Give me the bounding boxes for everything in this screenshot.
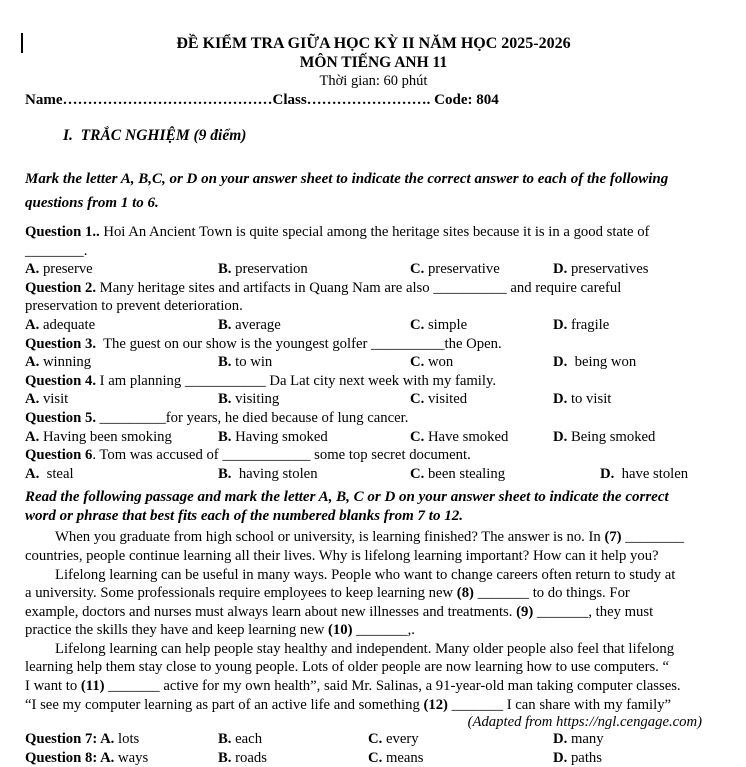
option-a-text: winning xyxy=(39,354,92,371)
option-a-text: adequate xyxy=(39,316,96,333)
option-d-label: D. xyxy=(553,428,568,445)
passage-p3-line-1: Lifelong learning can help people stay healthy and independent. Many older people also feel that lifelong xyxy=(55,640,675,657)
option-b-label: B. xyxy=(218,428,232,445)
option-d-text: to visit xyxy=(567,391,612,408)
question-1-stem-line-2: ________. xyxy=(25,242,88,259)
question-5-options xyxy=(25,428,722,447)
option-c xyxy=(368,730,419,749)
option-b-text: roads xyxy=(231,749,267,766)
option-d-label: D. xyxy=(553,749,568,766)
option-d-label: D. xyxy=(553,354,568,371)
option-b-label: B. xyxy=(218,391,232,408)
question-8-option-a: Question 8: A. ways xyxy=(25,749,149,766)
name-class-code-line: Name……………………………………Class……………………. Code: 804 xyxy=(25,92,499,108)
instruction-line-2: word or phrase that best fits each of the numbered blanks from 7 to 12. xyxy=(25,508,463,525)
option-a-text: steal xyxy=(39,465,74,482)
option-b xyxy=(218,465,318,484)
option-d xyxy=(600,465,688,484)
option-a-label: A. xyxy=(25,261,40,278)
passage-p1-line-2: countries, people continue learning all their lives. Why is lifelong learning important? How can it help you? xyxy=(25,547,659,564)
option-d-text: fragile xyxy=(567,316,610,333)
option-a-label: A. xyxy=(25,391,40,408)
passage-p3-line-4: “I see my computer learning as part of an active life and something (12) _______ I can share with my family” xyxy=(25,696,672,713)
option-d-label: D. xyxy=(553,261,568,278)
option-d xyxy=(553,260,648,279)
option-d-label: D. xyxy=(553,731,568,748)
passage-p2-line-4: practice the skills they have and keep learning new (10) _______,. xyxy=(25,622,415,639)
option-b-text: visiting xyxy=(231,391,280,408)
option-a-label: A. xyxy=(25,428,40,445)
question-4-stem: Question 4. I am planning ___________ Da Lat city next week with my family. xyxy=(25,372,497,389)
question-7-row xyxy=(25,730,722,749)
option-c-label: C. xyxy=(368,749,383,766)
option-b xyxy=(218,316,281,335)
option-b-label: B. xyxy=(218,316,232,333)
option-b-text: preservation xyxy=(231,261,308,278)
option-b-label: B. xyxy=(218,354,232,371)
option-c-text: visited xyxy=(424,391,468,408)
question-5-stem: Question 5. _________for years, he died because of lung cancer. xyxy=(25,409,409,426)
question-4-options xyxy=(25,390,722,409)
question-3-options xyxy=(25,353,722,372)
option-c-label: C. xyxy=(410,261,425,278)
option-d xyxy=(553,353,636,372)
section-heading: I. TRẮC NGHIỆM (9 điểm) xyxy=(63,127,247,144)
option-d xyxy=(553,730,604,749)
passage-p2-line-3: example, doctors and nurses must always learn about new illnesses and treatments. (9) _______, they must xyxy=(25,603,654,620)
reading-passage xyxy=(25,528,722,714)
option-c-label: C. xyxy=(410,465,425,482)
exam-duration: Thời gian: 60 phút xyxy=(319,73,428,89)
option-b xyxy=(218,390,279,409)
option-c xyxy=(410,390,467,409)
option-c-text: won xyxy=(424,354,454,371)
instruction-line-1: Mark the letter A, B,C, or D on your answer sheet to indicate the correct answer to each of the following xyxy=(25,171,669,187)
instruction-line-1: Read the following passage and mark the letter A, B, C or D on your answer sheet to indicate the correct xyxy=(25,489,669,506)
option-b-text: to win xyxy=(231,354,273,371)
text-cursor-icon xyxy=(21,33,23,53)
question-1-stem-line-1: Question 1.. Hoi An Ancient Town is quite special among the heritage sites because it is in a good state of xyxy=(25,224,650,240)
option-a xyxy=(25,260,93,279)
option-a xyxy=(25,428,172,447)
question-6-options xyxy=(25,465,722,484)
reading-instruction xyxy=(25,488,722,526)
question-6-stem: Question 6. Tom was accused of ____________ some top secret document. xyxy=(25,447,471,464)
question-3-stem: Question 3. The guest on our show is the youngest golfer __________the Open. xyxy=(25,335,502,352)
option-d-text: have stolen xyxy=(614,465,689,482)
option-a xyxy=(25,353,91,372)
option-c xyxy=(410,316,467,335)
option-b-text: each xyxy=(231,731,263,748)
passage-p2-line-2: a university. Some professionals require employees to keep learning new (8) _______ to do things. For xyxy=(25,585,630,602)
option-c xyxy=(410,465,505,484)
question-2-stem-line-1: Question 2. Many heritage sites and artifacts in Quang Nam are also __________ and require careful xyxy=(25,279,622,296)
question-1-options xyxy=(25,260,722,279)
option-d-label: D. xyxy=(553,391,568,408)
exam-subject: MÔN TIẾNG ANH 11 xyxy=(299,54,448,71)
option-c-label: C. xyxy=(410,354,425,371)
option-c xyxy=(410,428,508,447)
section1-instruction xyxy=(25,168,722,215)
option-c-text: Have smoked xyxy=(424,428,509,445)
option-b-label: B. xyxy=(218,731,232,748)
option-d-text: Being smoked xyxy=(567,428,656,445)
option-c-text: preservative xyxy=(424,261,500,278)
question-2-stem-line-2: preservation to prevent deterioration. xyxy=(25,298,243,315)
questions-1-6-block xyxy=(25,223,722,483)
option-d-label: D. xyxy=(600,465,615,482)
option-a-text: preserve xyxy=(39,261,93,278)
option-a xyxy=(25,465,74,484)
option-c xyxy=(410,260,500,279)
option-d-text: preservatives xyxy=(567,261,649,278)
option-c xyxy=(410,353,453,372)
option-d xyxy=(553,316,609,335)
option-b xyxy=(218,428,328,447)
option-c xyxy=(368,749,423,767)
option-a-label: A. xyxy=(25,354,40,371)
option-b-text: having stolen xyxy=(231,465,318,482)
exam-title: ĐỀ KIỂM TRA GIỮA HỌC KỲ II NĂM HỌC 2025-2026 xyxy=(176,35,571,52)
option-a-label: A. xyxy=(25,316,40,333)
option-d-label: D. xyxy=(553,316,568,333)
document-header xyxy=(25,34,722,110)
option-a-text: Having been smoking xyxy=(39,428,172,445)
option-b-label: B. xyxy=(218,465,232,482)
option-b xyxy=(218,730,262,749)
option-c-label: C. xyxy=(368,731,383,748)
option-d xyxy=(553,749,602,767)
option-c-label: C. xyxy=(410,391,425,408)
option-a xyxy=(25,316,95,335)
option-b-text: average xyxy=(231,316,281,333)
passage-p1-line-1: When you graduate from high school or university, is learning finished? The answer is no. In (7) ________ xyxy=(55,529,684,546)
option-d xyxy=(553,390,611,409)
question-2-options xyxy=(25,316,722,335)
option-b xyxy=(218,353,272,372)
option-c-text: means xyxy=(382,749,424,766)
option-d xyxy=(553,428,655,447)
option-b-label: B. xyxy=(218,749,232,766)
option-c-text: simple xyxy=(424,316,468,333)
option-a-label: A. xyxy=(25,465,40,482)
option-a xyxy=(25,390,68,409)
passage-source-credit: (Adapted from https://ngl.cengage.com) xyxy=(467,714,702,731)
option-b xyxy=(218,260,308,279)
option-b-label: B. xyxy=(218,261,232,278)
document-content xyxy=(25,0,722,767)
passage-p3-line-3: I want to (11) _______ active for my own health”, said Mr. Salinas, a 91-year-old man taking computer classes. xyxy=(25,678,681,695)
question-8-row-clipped xyxy=(25,749,722,767)
option-d-text: many xyxy=(567,731,604,748)
option-d-text: being won xyxy=(567,354,637,371)
instruction-line-2: questions from 1 to 6. xyxy=(25,194,159,211)
option-d-text: paths xyxy=(567,749,602,766)
option-c-label: C. xyxy=(410,428,425,445)
option-a-text: visit xyxy=(39,391,69,408)
option-b-text: Having smoked xyxy=(231,428,328,445)
option-c-text: every xyxy=(382,731,419,748)
option-c-text: been stealing xyxy=(424,465,506,482)
passage-p3-line-2: learning help them stay close to young people. Lots of older people are now learning how to use computers. “ xyxy=(25,659,670,676)
option-b xyxy=(218,749,267,767)
option-c-label: C. xyxy=(410,316,425,333)
question-7-option-a: Question 7: A. lots xyxy=(25,731,140,748)
passage-p2-line-1: Lifelong learning can be useful in many ways. People who want to change careers often return to study at xyxy=(55,566,676,583)
